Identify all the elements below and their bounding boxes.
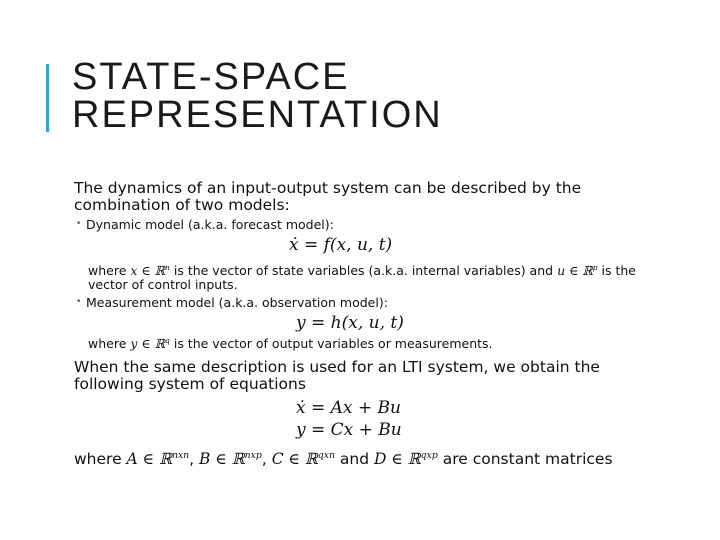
a-matrix	[127, 450, 190, 468]
lti-output-equation: y = Cx + Bu	[296, 420, 402, 441]
constant-matrices-desc: are constant matrices	[442, 450, 613, 469]
b-set: B ∈ ℝ	[199, 450, 245, 469]
b-exp: nxp	[244, 450, 262, 462]
y-exp: q	[165, 336, 170, 346]
d-matrix	[374, 450, 438, 468]
where-word: where	[88, 263, 127, 279]
c-exp: qxn	[317, 450, 335, 462]
bullet-dot: •	[76, 219, 82, 229]
bullet-measurement-model	[74, 295, 654, 310]
bullet-dot: •	[76, 297, 82, 308]
c-set: C ∈ ℝ	[271, 450, 318, 469]
x-set: x ∈ ℝ	[130, 263, 166, 279]
state-vector-desc: is the vector of state variables (a.k.a. internal variables) and	[173, 263, 554, 279]
measurement-equation: y = h(x, u, t)	[296, 313, 404, 334]
control-vector-desc: is the vector of control inputs.	[88, 263, 636, 293]
y-in-rq	[130, 336, 169, 351]
where-word: where	[88, 336, 127, 352]
dynamic-equation: ẋ = f(x, u, t)	[289, 235, 393, 255]
bullet-dynamic-model	[74, 217, 654, 232]
dynamic-where-text	[74, 261, 654, 292]
slide-title	[72, 58, 443, 134]
x-in-rn	[130, 263, 169, 278]
lti-where-text: where A ∈ ℝ$^{nxn}$, B ∈ ℝ$^{nxp}$, C ∈ ℝ$^{qxn}$ and D ∈ ℝ$^{qxp}$ are constant matrices	[74, 450, 613, 469]
measurement-model-label: Measurement model (a.k.a. observation model):	[86, 295, 388, 311]
output-vector-desc: is the vector of output variables or measurements.	[173, 336, 493, 352]
title-line-1: STATE-SPACE	[72, 56, 350, 98]
x-exp: n	[165, 263, 170, 272]
where-word: where	[74, 450, 122, 469]
u-set: u ∈ ℝ	[557, 263, 593, 279]
title-line-2: REPRESENTATION	[72, 94, 443, 136]
b-matrix	[199, 450, 262, 468]
y-set: y ∈ ℝ	[130, 336, 166, 352]
measurement-where-text	[74, 334, 654, 351]
u-in-rp	[557, 263, 597, 278]
intro-paragraph: The dynamics of an input-output system can be described by the combination of two models:	[74, 179, 582, 214]
title-accent-bar	[46, 64, 49, 132]
lti-intro-paragraph: When the same description is used for an LTI system, we obtain the following system of equations	[74, 358, 600, 394]
u-exp: p	[592, 263, 598, 272]
slide-body	[74, 180, 654, 468]
dynamic-model-label: Dynamic model (a.k.a. forecast model):	[86, 217, 334, 232]
lti-state-equation: ẋ = Ax + Bu	[296, 398, 401, 419]
d-set: D ∈ ℝ	[374, 450, 421, 469]
a-exp: nxn	[171, 450, 190, 462]
a-set: A ∈ ℝ	[126, 450, 172, 469]
d-exp: qxp	[420, 450, 438, 462]
and-word: and	[339, 450, 370, 469]
c-matrix	[272, 450, 335, 468]
